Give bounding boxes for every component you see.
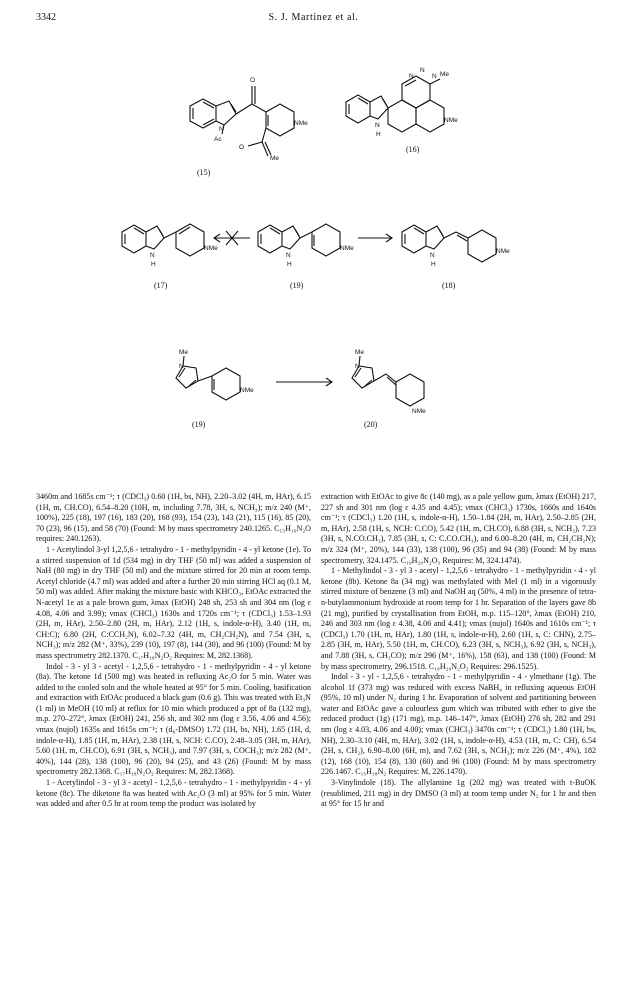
triazine-ring-16 <box>402 76 430 108</box>
piperidine-ring-16 <box>416 100 444 132</box>
label-compound-17: (17) <box>154 281 168 290</box>
atom-nme-18: NMe <box>496 248 510 255</box>
atom-me-15: Me <box>270 155 280 162</box>
figure-structures <box>0 0 627 470</box>
atom-n-16d: N <box>375 122 380 129</box>
paragraph: 3-Vinylindole (18). The allylamine 1g (202 mg) was treated with t-BuOK (resublimed, 211 mg) in dry DMSO (3 ml) at room temp under N₂ for 1 hr and then at 95° for 15 hr and <box>321 778 596 809</box>
piperidine-ring-18 <box>468 230 496 262</box>
text-column-left <box>36 492 311 810</box>
atom-n-19b: N <box>179 363 184 370</box>
label-compound-19-bottom: (19) <box>192 420 206 429</box>
label-compound-15: (15) <box>197 168 211 177</box>
atom-nme-20: NMe <box>412 408 426 415</box>
paragraph: 1 - Acetylindol - 3 - yl 3 - acetyl - 1,2,5,6 - tetrahydro - 1 - methylpyridin - 4 - yl ketone (8c). The diketone 8a was heated with Ac₂O (3 ml) at 95% for 5 min. Water was added and after 0.5 hr at room temp the product was isolated by <box>36 778 311 809</box>
benzene-ring-18 <box>402 225 426 253</box>
atom-nme-19a: NMe <box>340 245 354 252</box>
central-ring-16 <box>388 100 416 132</box>
text-column-right <box>321 492 596 810</box>
tetrahydropyridine-ring-19a <box>312 224 340 256</box>
piperidine-ring-17 <box>176 224 204 256</box>
atom-n-18: N <box>430 252 435 259</box>
structure-15 <box>190 77 308 177</box>
atom-h-19a: H <box>287 261 292 268</box>
atom-ac-15: Ac <box>214 136 222 143</box>
structure-20 <box>352 349 426 429</box>
paragraph: 1 - Acetylindol 3-yl 1,2,5,6 - tetrahydro - 1 - methylpyridin - 4 - yl ketone (1e). To a stirred suspension of 1d (534 mg) in dry THF (50 ml) was added a suspension of NaH (80 mg) in dry THF (50 ml) and the mixture stirred for 20 min at room temp. Acetyl chloride (4.7 ml) was added and after a further 20 min stirring HCl aq (0.1 M, 50 ml) was added. After making the mixture basic with KHCO₃, EtOAc extracted the N-acetyl 1e as a pale brown gum, λmax (EtOH) 248 sh, 253 sh and 304 nm (log ε 4.08, 4.06 and 3.99); νmax (CHCl₃) 1630s and 1720s cm⁻¹; τ (CDCl₃) 1.53–1.93 (2H, m, HAr), 2.50–2.80 (2H, m, HAr), 2.12 (1H, s, indole-α-H), 3.40 (1H, m, CH:C); 6.80 (2H, C:CCH₂N), 6.02–7.32 (4H, m, CH₂CH₂N), and 7.54 (3H, s, NCH₃); m/z 282 (M⁺, 33%), 239 (10), 197 (8), 144 (30), and 96 (100) (Found: M by mass spectrometry 282.1370. C₁₇H₁₈N₂O₂ Requires: M, 282.1368). <box>36 544 311 660</box>
benzene-ring-19a <box>258 225 282 253</box>
paragraph: Indol - 3 - yl - 1,2,5,6 - tetrahydro - 1 - methylpyridin - 4 - ylmethane (1g). The alcohol 1f (373 mg) was reduced with excess NaBH₄ in refluxing aqueous EtOH (95%, 10 ml) under N₂ during 1 hr. Evaporation of solvent and partitioning between water and EtOAc gave a colourless gum which was tributed with ether to give the reduced product (1g) (171 mg), m.p. 146–147°, λmax (EtOH) 276 sh, 282 and 291 nm (log ε 4.03, 4.06 and 4.00); νmax (CHCl₃) 3470s cm⁻¹; τ (CDCl₃) 1.80 (1H, bs, NH), 2.30–3.10 (4H, m, HAr), 3.02 (1H, s, indole-α-H), 4.53 (1H, m, C: CH), 6.54 (2H, s, CH₂), 6.90–8.00 (6H, m), and 7.62 (3H, s, NCH₃); m/z 226 (M⁺, 4%), 182 (12), 168 (10), 154 (8), 130 (60) and 96 (100) (Found: M by mass spectrometry 226.1467. C₁₅H₁₈N₂ Requires: M, 226.1470). <box>321 672 596 777</box>
atom-me-19b: Me <box>179 349 189 356</box>
atom-n-16a: N <box>409 73 414 80</box>
structure-19-bottom <box>176 349 254 429</box>
atom-me-16: Me <box>440 71 450 78</box>
atom-nme-16: NMe <box>444 117 458 124</box>
tetrahydropyridine-ring-19b <box>212 368 240 400</box>
atom-me-20: Me <box>355 349 365 356</box>
atom-h-18: H <box>431 261 436 268</box>
paragraph: 1 - Methylindol - 3 - yl 3 - acetyl - 1,2,5,6 - tetrahydro - 1 - methylpyridin - 4 - yl ketone (8b). Ketone 8a (34 mg) was methylated with MeI (1 ml) in a vigorously stirred mixture of benzene (3 ml) and NaOH aq (50%, 4 ml) in the presence of tetra-n-butylammonium hydroxide at room temp for 1 hr. Separation of the layers gave 8b (21 mg), purified by crystallisation from EtOH, m.p. 115–120°, λmax (EtOH) 210, 246 and 303 nm (log ε 4.38, 4.06 and 4.41); νmax (nujol) 1640s and 1610s cm⁻¹; τ (CDCl₃) 1.70 (1H, m, HAr), 1.80 (1H, s, indole-α-H), 2.60 (1H, s, C: CHN), 2.75–2.85 (3H, m, HAr), 5.50 (1H, m, CH.CO), 6.23 (3H, s, NCH₃), 6.92 (3H, s, NCH₃), and 7.88 (3H, s, CH₃CO); m/z 296 (M⁺, 16%), 158 (63), and 138 (100) (Found: M by mass spectrometry, 296.1518. C₁₈H₂₀N₂O₂ Requires: 296.1525). <box>321 566 596 671</box>
atom-h-17: H <box>151 261 156 268</box>
label-compound-16: (16) <box>406 145 420 154</box>
paragraph: Indol - 3 - yl 3 - acetyl - 1,2,5,6 - tetrahydro - 1 - methylpyridin - 4 - yl ketone (8a). The ketone 1d (500 mg) was heated in refluxing Ac₂O for 5 min. Water was added to the cooled soln and the whole heated at 95° for 5 min. Cooling, basification and extraction with EtOAc produced a black gum (0.6 g). This was treated with Et₃N (1 ml) in MeOH (10 ml) at reflux for 10 min which produced a ppt of 8a (132 mg), m.p. 270–272°, λmax (EtOH) 241, 256 sh, and 302 nm (log ε 3.56, 4.06 and 4.56); νmax (nujol) 1635s and 1615s cm⁻¹; τ (d₆-DMSO) 1.72 (1H, bs, NH), 1.65 (1H, d, indole-α-H), 1.85 (1H, m, HAr), 2.38 (1H, s, NCH: C.CO), 2.48–3.05 (3H, m, HAr), 5.60 (1H, m, CH.CO), 6.91 (3H, s, NCH₃), and 7.97 (3H, s, COCH₃); m/z 282 (M⁺, 40%), 144 (28), 138 (100), 96 (20), 94 (25), and 43 (26) (Found: M by mass spectrometry 282.1368. C₁₇H₁₈N₂O₂ Requires: M, 282.1368). <box>36 661 311 777</box>
structure-16 <box>346 67 458 154</box>
atom-n-16b: N <box>420 67 425 74</box>
structure-17 <box>122 224 218 290</box>
blocked-arrow <box>214 231 250 245</box>
label-compound-19-center: (19) <box>290 281 304 290</box>
paragraph: 3460m and 1685s cm⁻¹; τ (CDCl₃) 0.60 (1H, bs, NH), 2.20–3.02 (4H, m, HAr), 6.15 (1H, m, CH.CO), 6.54–8.20 (10H, m, including 7.78, 3H, s, NCH₃); m/z 240 (M⁺, 100%), 225 (18), 197 (16), 183 (20), 168 (93), 154 (23), 143 (21), 115 (16), 85 (20), 70 (23), 96 (15), and 58 (70) (Found: M by mass spectrometry 240.1265. C₁₅H₁₆N₂O requires: 240.1263). <box>36 492 311 544</box>
atom-o-15b: O <box>239 144 245 151</box>
atom-nme-17: NMe <box>204 245 218 252</box>
structure-19-center <box>258 224 354 290</box>
atom-nme-19b: NMe <box>240 387 254 394</box>
atom-n-19a: N <box>286 252 291 259</box>
atom-o-15a: O <box>250 77 256 84</box>
label-compound-20: (20) <box>364 420 378 429</box>
structure-18 <box>402 225 510 290</box>
benzene-ring-17 <box>122 225 146 253</box>
atom-h-16: H <box>376 131 381 138</box>
page-number: 3342 <box>36 12 56 23</box>
running-title: S. J. Martinez et al. <box>268 12 359 23</box>
paragraph: extraction with EtOAc to give 8c (140 mg), as a pale yellow gum, λmax (EtOH) 217, 227 sh and 301 nm (log ε 4.35 and 4.45); νmax (CHCl₃) 1730s, 1660s and 1640s cm⁻¹; τ (CDCl₃) 1.20 (1H, s, indole-α-H), 1.50–1.84 (2H, m, HAr), 2.50–2.85 (2H, m, HAr), 2.58 (1H, s, NCH: C.CO), 5.42 (1H, m, CH.CO), 6.88 (3H, s, NCH₃), 7.23 (3H, s, N.CO.CH₃), 7.85 (3H, s, C: C.CO.CH₃), and 6.00–8.20 (4H, m, CH₂CH₂N); m/z 324 (M⁺, 20%), 144 (33), 138 (100), 96 (35) and 94 (38) (Found: M by mass spectrometry, 324.1475. C₁₉H₂₀N₂O₃ Requires: M, 324.1474). <box>321 492 596 565</box>
benzene-ring-16 <box>346 95 370 123</box>
label-compound-18: (18) <box>442 281 456 290</box>
atom-nme-15: NMe <box>294 120 308 127</box>
atom-n-15: N <box>219 126 224 133</box>
benzene-ring-15 <box>190 99 216 128</box>
tetrahydropyridine-ring-15 <box>266 104 294 136</box>
atom-n-20: N <box>355 363 360 370</box>
atom-n-17: N <box>150 252 155 259</box>
atom-n-16c: N <box>432 73 437 80</box>
piperidine-ring-20 <box>396 374 424 406</box>
